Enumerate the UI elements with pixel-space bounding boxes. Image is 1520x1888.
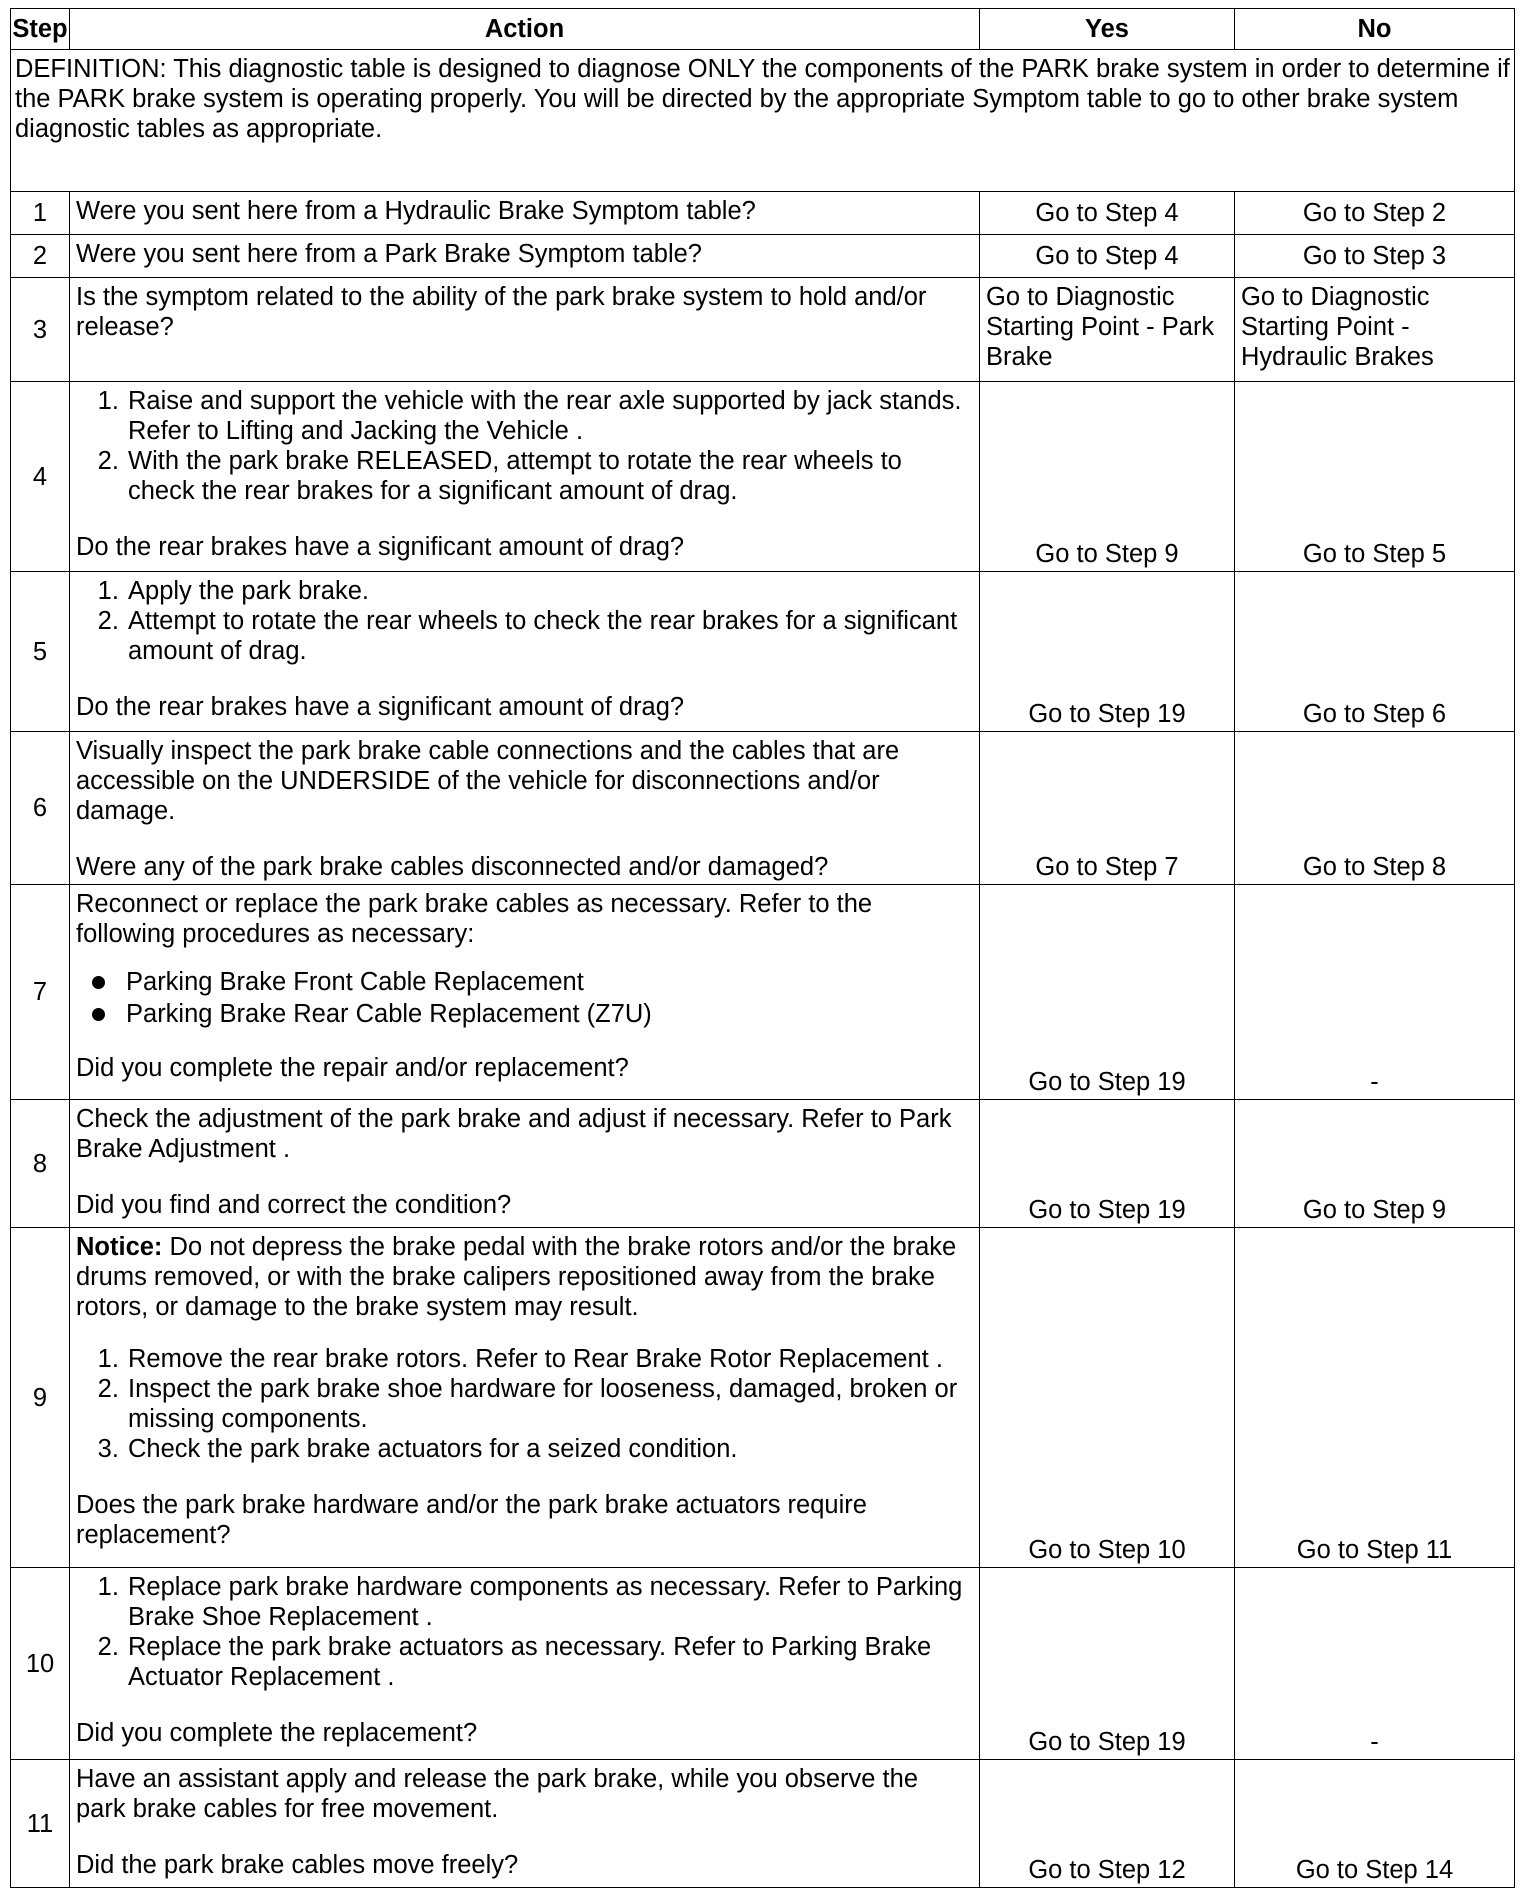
yes-link[interactable]: Go to Step 19 [980, 1568, 1235, 1760]
procedure-item: 2. Replace the park brake actuators as necessary. Refer to Parking Brake Actuator Replacement . [126, 1632, 973, 1692]
no-link[interactable]: Go to Step 3 [1235, 235, 1515, 278]
action-question: Did you find and correct the condition? [76, 1191, 512, 1219]
notice-label: Notice: [76, 1233, 163, 1261]
action-cell [70, 382, 980, 572]
header-step: Step [11, 9, 70, 50]
action-cell [70, 1228, 980, 1568]
procedure-item: 2. With the park brake RELEASED, attempt to rotate the rear wheels to check the rear brakes for a significant amount of drag. [126, 446, 973, 506]
no-link[interactable]: Go to Step 9 [1235, 1100, 1515, 1228]
bullet-item: Parking Brake Rear Cable Replacement (Z7U) [126, 999, 973, 1029]
procedure-item: 2. Attempt to rotate the rear wheels to check the rear brakes for a significant amount of drag. [126, 606, 973, 666]
procedure-list [76, 386, 973, 506]
action-question: Were any of the park brake cables disconnected and/or damaged? [76, 853, 829, 881]
step-number: 10 [11, 1568, 70, 1760]
procedure-item: 1. Apply the park brake. [126, 576, 973, 606]
action-cell [70, 732, 980, 885]
action-question: Do the rear brakes have a significant amount of drag? [76, 533, 685, 561]
procedure-item: 2. Inspect the park brake shoe hardware for looseness, damaged, broken or missing components. [126, 1374, 973, 1434]
procedure-bullets [76, 967, 973, 1029]
action-question: Is the symptom related to the ability of the park brake system to hold and/or release? [70, 278, 980, 382]
action-cell [70, 1760, 980, 1888]
action-cell [70, 572, 980, 732]
no-link[interactable]: Go to Step 11 [1235, 1228, 1515, 1568]
yes-link[interactable]: Go to Step 19 [980, 1100, 1235, 1228]
action-question: Does the park brake hardware and/or the park brake actuators require replacement? [76, 1491, 867, 1549]
table-row [11, 885, 1515, 1100]
action-question: Do the rear brakes have a significant amount of drag? [76, 693, 685, 721]
action-cell [70, 1568, 980, 1760]
action-question: Were you sent here from a Park Brake Symptom table? [70, 235, 980, 278]
step-number: 4 [11, 382, 70, 572]
procedure-list [76, 576, 973, 666]
no-link[interactable]: Go to Step 2 [1235, 192, 1515, 235]
step-number: 5 [11, 572, 70, 732]
no-link[interactable]: - [1235, 1568, 1515, 1760]
table-row [11, 192, 1515, 235]
yes-link[interactable]: Go to Step 19 [980, 572, 1235, 732]
step-number: 8 [11, 1100, 70, 1228]
yes-link[interactable]: Go to Diagnostic Starting Point - Park Brake [980, 278, 1235, 382]
yes-link[interactable]: Go to Step 12 [980, 1760, 1235, 1888]
step-number: 3 [11, 278, 70, 382]
action-text: Reconnect or replace the park brake cables as necessary. Refer to the following procedures as necessary: [76, 890, 873, 948]
step-number: 6 [11, 732, 70, 885]
header-no: No [1235, 9, 1515, 50]
action-cell [70, 885, 980, 1100]
step-number: 9 [11, 1228, 70, 1568]
action-question: Were you sent here from a Hydraulic Brake Symptom table? [70, 192, 980, 235]
action-text: Visually inspect the park brake cable connections and the cables that are accessible on the UNDERSIDE of the vehicle for disconnections and/or damage. [76, 737, 900, 825]
no-link[interactable]: Go to Diagnostic Starting Point - Hydraulic Brakes [1235, 278, 1515, 382]
notice-text: Do not depress the brake pedal with the brake rotors and/or the brake drums removed, or with the brake calipers repositioned away from the brake rotors, or damage to the brake system may result. [76, 1233, 957, 1321]
table-row [11, 732, 1515, 885]
header-yes: Yes [980, 9, 1235, 50]
procedure-list [76, 1344, 973, 1464]
header-row [11, 9, 1515, 50]
action-text: Check the adjustment of the park brake and adjust if necessary. Refer to Park Brake Adjustment . [76, 1105, 952, 1163]
step-number: 2 [11, 235, 70, 278]
procedure-item: 1. Replace park brake hardware components as necessary. Refer to Parking Brake Shoe Replacement . [126, 1572, 973, 1632]
notice-paragraph [76, 1232, 973, 1322]
table-row [11, 1228, 1515, 1568]
yes-link[interactable]: Go to Step 4 [980, 192, 1235, 235]
diagnostic-table [10, 8, 1515, 1888]
definition-row [11, 50, 1515, 192]
action-question: Did the park brake cables move freely? [76, 1851, 519, 1879]
table-row [11, 278, 1515, 382]
header-action: Action [70, 9, 980, 50]
action-cell [70, 1100, 980, 1228]
procedure-item: 3. Check the park brake actuators for a seized condition. [126, 1434, 973, 1464]
no-link[interactable]: Go to Step 6 [1235, 572, 1515, 732]
yes-link[interactable]: Go to Step 4 [980, 235, 1235, 278]
step-number: 11 [11, 1760, 70, 1888]
action-question: Did you complete the replacement? [76, 1719, 478, 1747]
no-link[interactable]: Go to Step 8 [1235, 732, 1515, 885]
procedure-item: 1. Remove the rear brake rotors. Refer to Rear Brake Rotor Replacement . [126, 1344, 973, 1374]
no-link[interactable]: Go to Step 5 [1235, 382, 1515, 572]
table-row [11, 382, 1515, 572]
table-row [11, 1760, 1515, 1888]
table-row [11, 1100, 1515, 1228]
action-question: Did you complete the repair and/or replacement? [76, 1054, 629, 1082]
definition-text: DEFINITION: This diagnostic table is designed to diagnose ONLY the components of the PARK brake system in order to determine if the PARK brake system is operating properly. You will be directed by the appropriate Symptom table to go to other brake system diagnostic tables as appropriate. [11, 50, 1515, 192]
yes-link[interactable]: Go to Step 9 [980, 382, 1235, 572]
procedure-list [76, 1572, 973, 1692]
action-text: Have an assistant apply and release the park brake, while you observe the park brake cables for free movement. [76, 1765, 918, 1823]
yes-link[interactable]: Go to Step 7 [980, 732, 1235, 885]
yes-link[interactable]: Go to Step 10 [980, 1228, 1235, 1568]
table-row [11, 235, 1515, 278]
no-link[interactable]: - [1235, 885, 1515, 1100]
bullet-item: Parking Brake Front Cable Replacement [126, 967, 973, 997]
step-number: 7 [11, 885, 70, 1100]
no-link[interactable]: Go to Step 14 [1235, 1760, 1515, 1888]
table-row [11, 1568, 1515, 1760]
table-row [11, 572, 1515, 732]
step-number: 1 [11, 192, 70, 235]
yes-link[interactable]: Go to Step 19 [980, 885, 1235, 1100]
procedure-item: 1. Raise and support the vehicle with the rear axle supported by jack stands. Refer to Lifting and Jacking the Vehicle . [126, 386, 973, 446]
